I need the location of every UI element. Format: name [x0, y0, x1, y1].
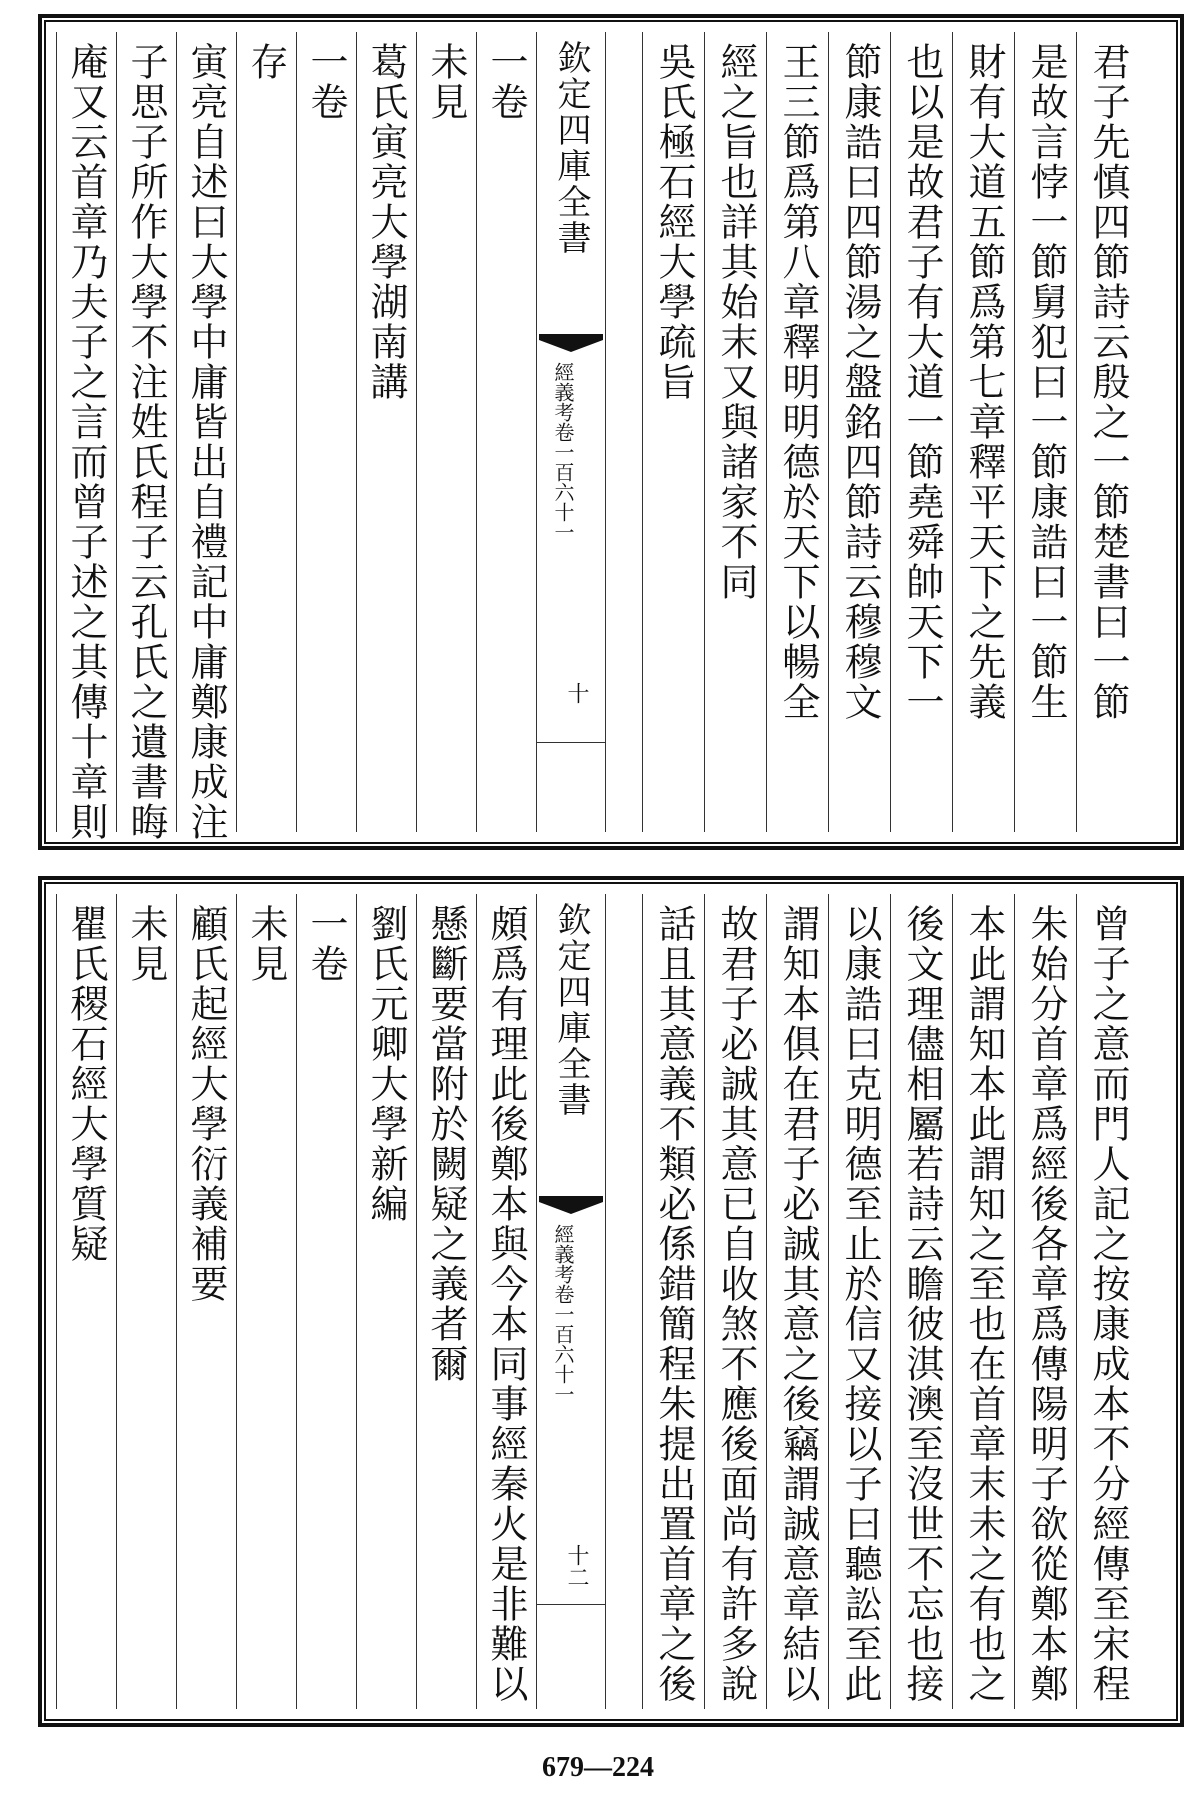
column-text: 節康誥曰四節湯之盤銘四節詩云穆穆文 [838, 42, 882, 722]
strip-divider [537, 742, 605, 743]
text-column [1076, 894, 1139, 1709]
column-text: 王三節爲第八章釋明明德於天下以暢全 [776, 42, 820, 722]
column-text: 經之旨也詳其始末又與諸家不同 [714, 42, 758, 602]
text-column [890, 32, 953, 832]
text-column [176, 32, 237, 842]
text-column [476, 894, 537, 1709]
text-column [766, 894, 829, 1709]
text-column [828, 894, 891, 1709]
column-text: 劉氏元卿大學新編 [364, 904, 408, 1224]
column-text: 寅亮自述曰大學中庸皆出自禮記中庸鄭康成注 [184, 42, 228, 842]
column-text: 頗爲有理此後鄭本與今本同事經秦火是非難以 [484, 904, 528, 1704]
text-column [296, 894, 357, 1709]
collection-title: 欽定四庫全書 [551, 902, 591, 1118]
column-text: 一卷 [304, 42, 348, 122]
text-column [356, 32, 417, 832]
column-text: 也以是故君子有大道一節堯舜帥天下一 [900, 42, 944, 722]
text-column [56, 894, 117, 1709]
column-text: 葛氏寅亮大學湖南講 [364, 42, 408, 402]
column-text: 故君子必誠其意已自收煞不應後面尚有許多說 [714, 904, 758, 1704]
column-text: 未見 [244, 904, 288, 984]
column-text: 吳氏極石經大學疏旨 [652, 42, 696, 402]
text-column [828, 32, 891, 832]
text-column [176, 894, 237, 1709]
column-text: 財有大道五節爲第七章釋平天下之先義 [962, 42, 1006, 722]
column-text: 懸斷要當附於闕疑之義者爾 [424, 904, 468, 1384]
text-column [890, 894, 953, 1709]
text-column [766, 32, 829, 832]
text-column [236, 894, 297, 1709]
text-column [952, 32, 1015, 832]
column-text: 以康誥曰克明德至止於信又接以子曰聽訟至此 [838, 904, 882, 1704]
column-text: 後文理儘相屬若詩云瞻彼淇澳至沒世不忘也接 [900, 904, 944, 1704]
text-column [952, 894, 1015, 1709]
text-column [642, 32, 705, 832]
text-column [1076, 32, 1139, 832]
text-column [116, 894, 177, 1709]
text-column [704, 32, 767, 832]
column-text: 朱始分首章爲經後各章爲傳陽明子欲從鄭本鄭 [1024, 904, 1068, 1704]
column-text: 未見 [424, 42, 468, 122]
column-text: 一卷 [484, 42, 528, 122]
text-column [56, 32, 117, 842]
column-text: 瞿氏稷石經大學質疑 [64, 904, 108, 1264]
strip-divider [537, 1604, 605, 1605]
text-column [704, 894, 767, 1709]
top-page-body [56, 32, 1166, 842]
column-text: 存 [244, 42, 288, 82]
text-column [476, 32, 537, 832]
column-text: 君子先慎四節詩云殷之一節楚書曰一節 [1086, 42, 1130, 722]
text-column [1014, 894, 1077, 1709]
column-text: 是故言悖一節舅犯曰一節康誥曰一節生 [1024, 42, 1068, 722]
column-text: 一卷 [304, 904, 348, 984]
volume-number: 卷一百六十一 [551, 1284, 575, 1404]
column-text: 本此謂知本此謂知之至也在首章末未之有也之 [962, 904, 1006, 1704]
leaf-number: 十 [564, 682, 589, 704]
text-column [236, 32, 297, 832]
text-column [1014, 32, 1077, 832]
volume-label [551, 1224, 575, 1404]
volume-number: 卷一百六十一 [551, 422, 575, 542]
collection-title: 欽定四庫全書 [551, 40, 591, 256]
text-column [416, 32, 477, 832]
column-text: 庵又云首章乃夫子之言而曾子述之其傳十章則 [64, 42, 108, 842]
volume-label [551, 362, 575, 542]
page-number: 679—224 [542, 1752, 654, 1783]
column-text: 子思子所作大學不注姓氏程子云孔氏之遺書晦 [124, 42, 168, 842]
fishtail-mark-icon [537, 1194, 605, 1216]
bottom-page-body [56, 894, 1166, 1709]
column-text: 未見 [124, 904, 168, 984]
text-column [356, 894, 417, 1709]
text-column [116, 32, 177, 842]
text-column [416, 894, 477, 1709]
text-column [642, 894, 705, 1709]
book-name: 經義考 [551, 362, 575, 422]
center-strip [536, 894, 606, 1709]
book-name: 經義考 [551, 1224, 575, 1284]
column-text: 顧氏起經大學衍義補要 [184, 904, 228, 1304]
bottom-page [38, 876, 1184, 1727]
fishtail-mark-icon [537, 332, 605, 354]
column-text: 謂知本俱在君子必誠其意之後竊謂誠意章結以 [776, 904, 820, 1704]
column-text: 話且其意義不類必係錯簡程朱提出置首章之後 [652, 904, 696, 1704]
top-page [38, 14, 1184, 850]
column-text: 曾子之意而門人記之按康成本不分經傳至宋程 [1086, 904, 1130, 1704]
leaf-number: 十二 [564, 1544, 589, 1588]
text-column [296, 32, 357, 832]
center-strip [536, 32, 606, 832]
